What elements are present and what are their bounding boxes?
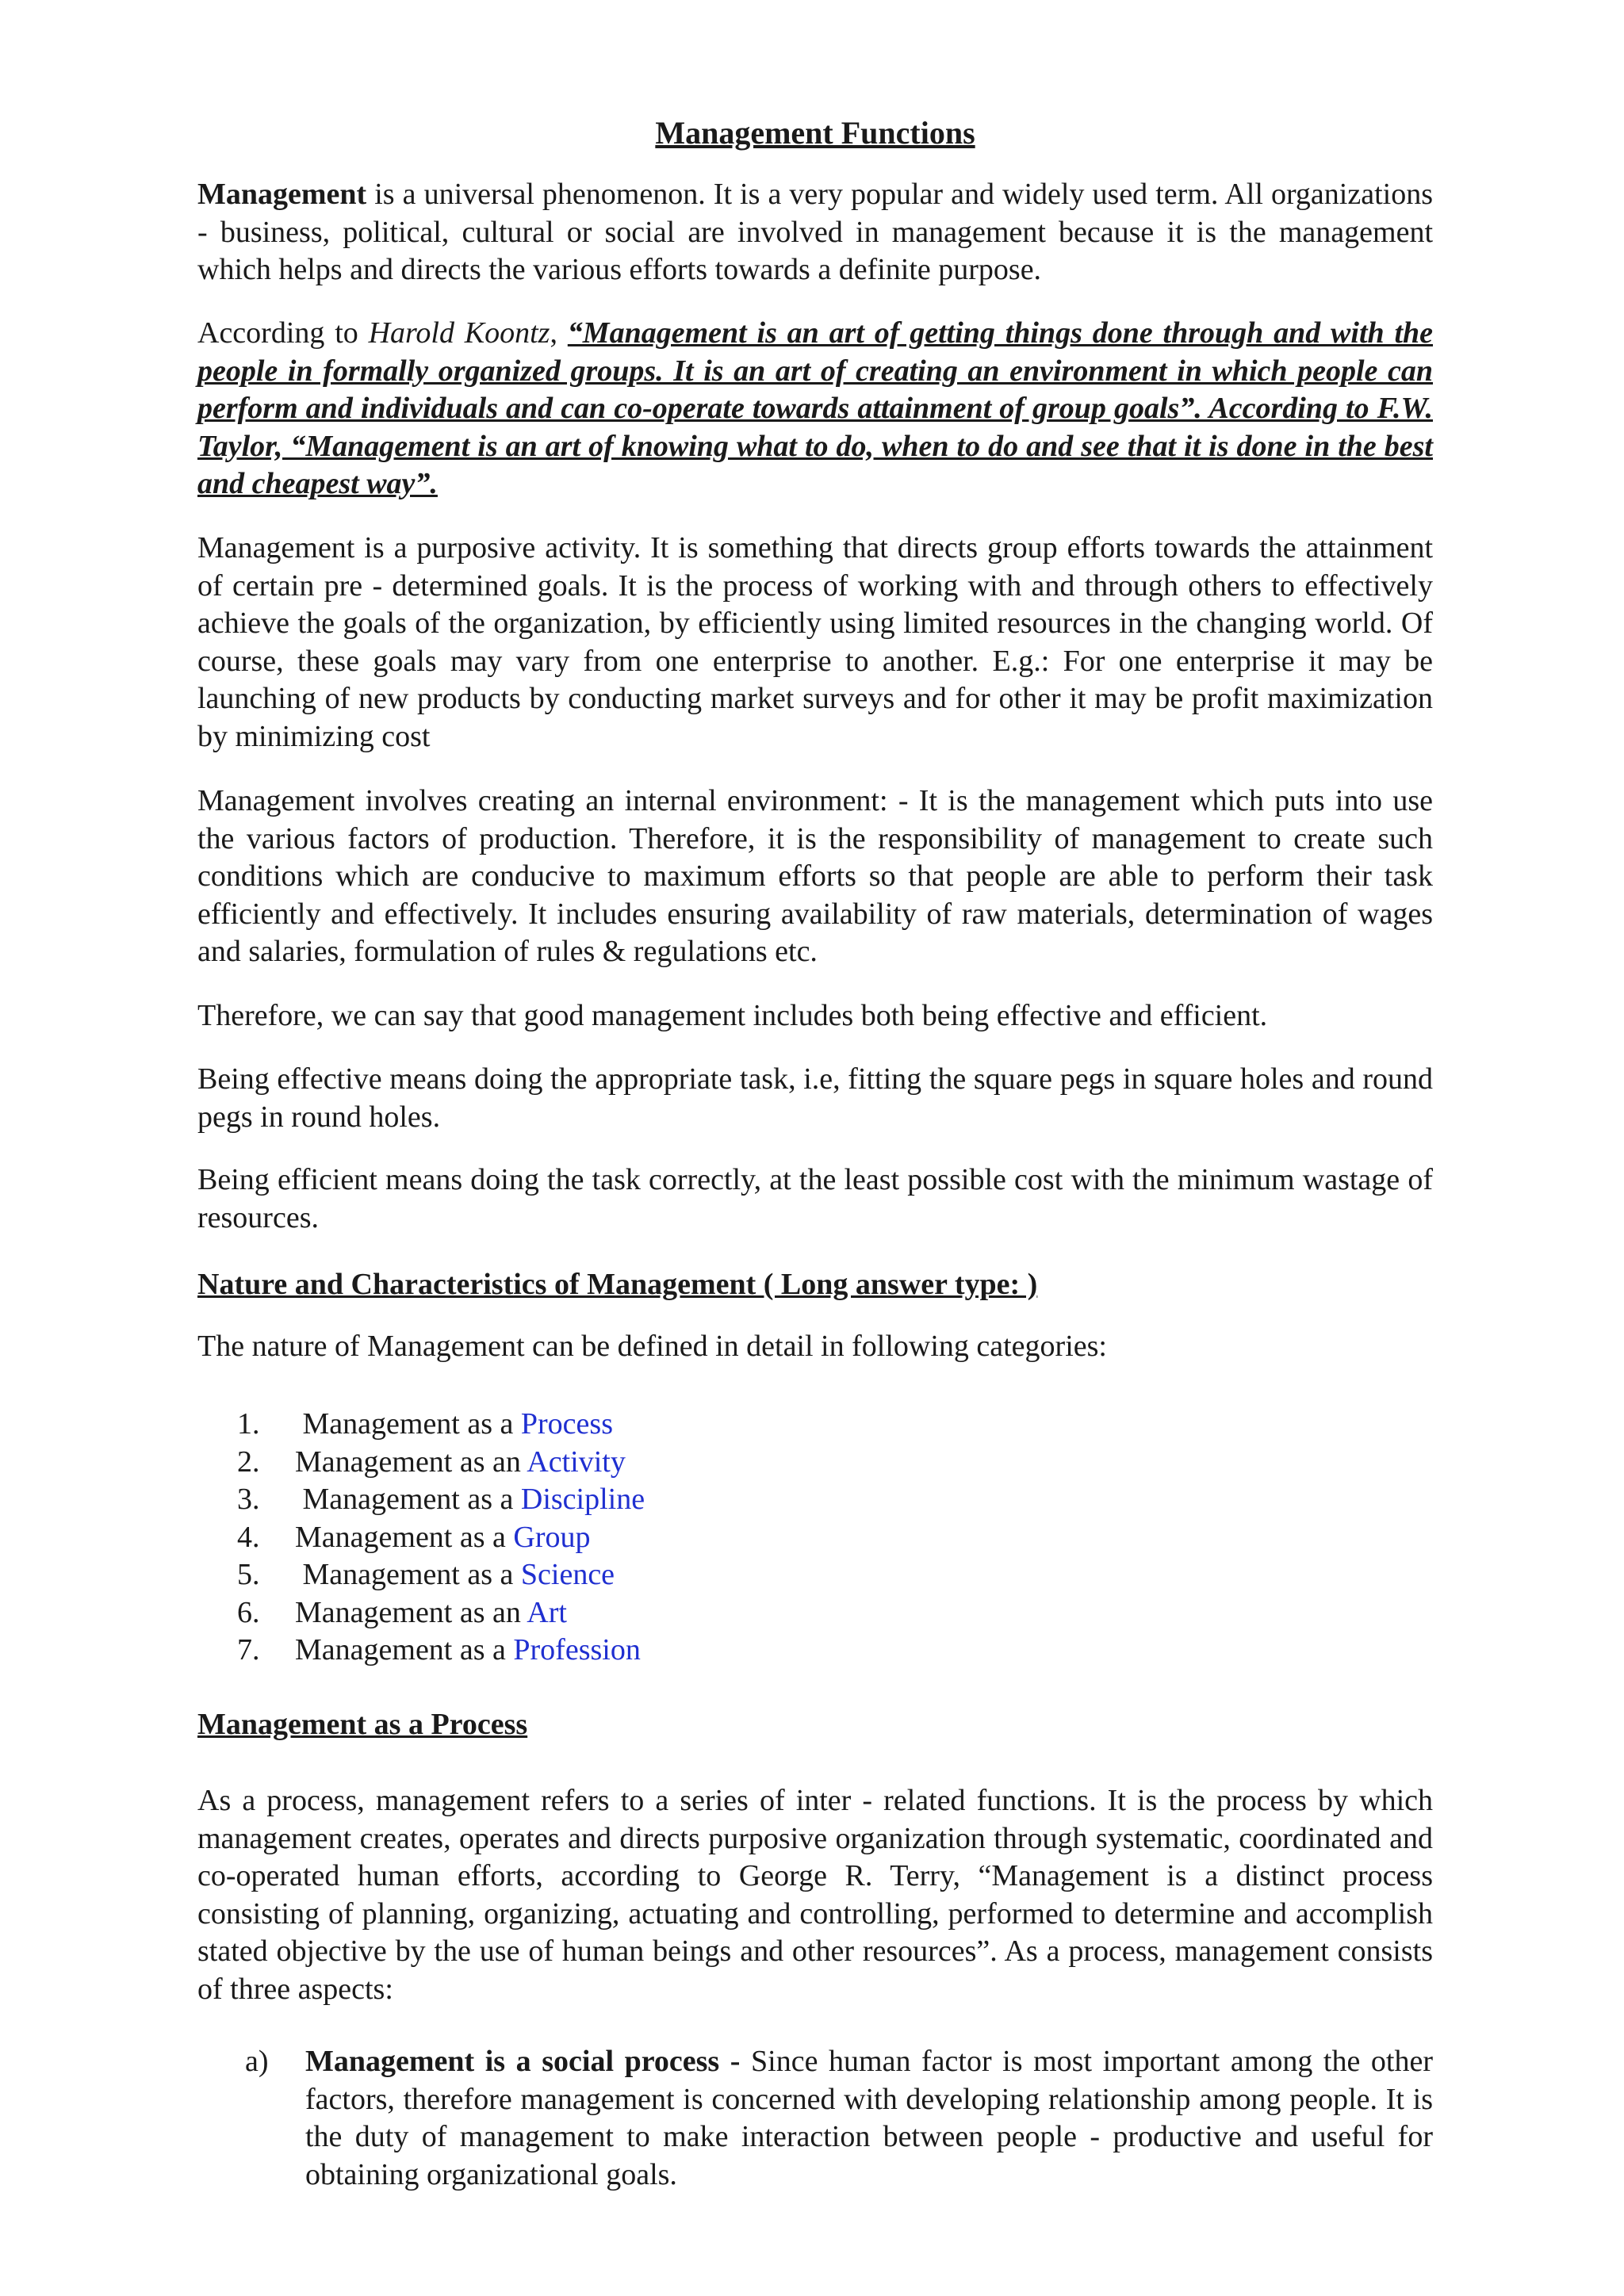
nature-heading: Nature and Characteristics of Management ( Long answer type: ) (197, 1268, 1038, 1301)
therefore-paragraph: Therefore, we can say that good management includes both being effective and efficient. (197, 999, 1268, 1032)
nature-list-item (237, 1519, 645, 1557)
environment-paragraph: Management involves creating an internal environment: - It is the management which puts into use the various factors of production. Therefore, it is the responsibility of management to create such conditions which are conducive to maximum efforts so that people are able to perform their task efficiently and effectively. It includes ensuring availability of raw materials, determination of wages and salaries, formulation of rules & regulations etc. (197, 784, 1433, 968)
process-paragraph: As a process, management refers to a series of inter - related functions. It is the process by which management creates, operates and directs purposive organization through systematic, coordinated and co-operated human efforts, according to George R. Terry, “Management is a distinct process consisting of planning, organizing, actuating and controlling, performed to determine and accomplish stated objective by the use of human beings and other resources”. As a process, management consists of three aspects: (197, 1784, 1433, 2006)
nature-list (237, 1406, 645, 1670)
definitions-quote: “Management is an art of getting things done through and with the people in formally organized groups. It is an art of creating an environment in which people can perform and individuals and can co-operate towards attainment of group goals”. According to F.W. Taylor, “Management is an art of knowing what to do, when to do and see that it is done in the best and cheapest way”. (197, 316, 1434, 500)
nature-list-item (237, 1594, 645, 1632)
aspect-marker: a) (245, 2045, 269, 2078)
aspect-text: Since human factor is most important among the other factors, therefore management is concerned with developing relationship among people. It is the duty of management to make interaction between people - productive and useful for obtaining organizational goals. (305, 2045, 1433, 2191)
list-item-prefix: Management as an (295, 1595, 527, 1629)
category-link[interactable]: Process (520, 1407, 613, 1441)
category-link[interactable]: Profession (513, 1633, 641, 1667)
purposive-paragraph: Management is a purposive activity. It is something that directs group efforts towards the attainment of certain pre - determined goals. It is the process of working with and through others to effectively achieve the goals of the organization, by efficiently using limited resources in the changing world. Of course, these goals may vary from one enterprise to another. E.g.: For one enterprise it may be launching of new products by conducting market surveys and for other it may be profit maximization by minimizing cost (197, 531, 1433, 753)
list-item-prefix: Management as a (295, 1483, 521, 1516)
nature-list-item (237, 1481, 645, 1519)
nature-list-item (237, 1556, 645, 1594)
effective-paragraph: Being effective means doing the appropriate task, i.e, fitting the square pegs in square holes and round pegs in round holes. (197, 1062, 1433, 1134)
category-link[interactable]: Group (513, 1520, 591, 1554)
efficient-paragraph: Being efficient means doing the task correctly, at the least possible cost with the minimum wastage of resources. (197, 1163, 1433, 1234)
nature-list-item (237, 1444, 645, 1482)
nature-list-item (237, 1632, 645, 1670)
nature-list-item (237, 1406, 645, 1444)
intro-bold-term: Management (197, 178, 367, 211)
intro-paragraph (197, 176, 1433, 289)
list-item-prefix: Management as a (295, 1633, 514, 1667)
list-number: 5. (237, 1558, 260, 1591)
definitions-lead: According to (197, 316, 369, 350)
list-number: 6. (237, 1595, 260, 1629)
page-title: Management Functions (655, 115, 975, 151)
aspect-bold: Management is a social process - (305, 2045, 752, 2078)
list-number: 3. (237, 1483, 260, 1516)
category-link[interactable]: Activity (527, 1445, 626, 1479)
list-item-prefix: Management as a (295, 1520, 514, 1554)
category-link[interactable]: Art (527, 1595, 567, 1629)
intro-text: is a universal phenomenon. It is a very popular and widely used term. All organizations - business, political, cultural or social are involved in management because it is the management which helps and directs the various efforts towards a definite purpose. (197, 178, 1433, 286)
list-number: 4. (237, 1520, 260, 1554)
list-number: 1. (237, 1407, 260, 1441)
list-number: 7. (237, 1633, 260, 1667)
list-item-prefix: Management as a (295, 1558, 521, 1591)
category-link[interactable]: Discipline (520, 1483, 645, 1516)
category-link[interactable]: Science (520, 1558, 615, 1591)
process-heading: Management as a Process (197, 1708, 528, 1741)
aspect-body (305, 2043, 1433, 2194)
definitions-paragraph (197, 315, 1433, 503)
list-item-prefix: Management as a (295, 1407, 521, 1441)
definitions-author: Harold Koontz (368, 316, 550, 350)
nature-intro: The nature of Management can be defined in detail in following categories: (197, 1330, 1107, 1363)
aspect-item (245, 2043, 1433, 2194)
list-item-prefix: Management as an (295, 1445, 527, 1479)
list-number: 2. (237, 1445, 260, 1479)
definitions-comma: , (550, 316, 568, 350)
